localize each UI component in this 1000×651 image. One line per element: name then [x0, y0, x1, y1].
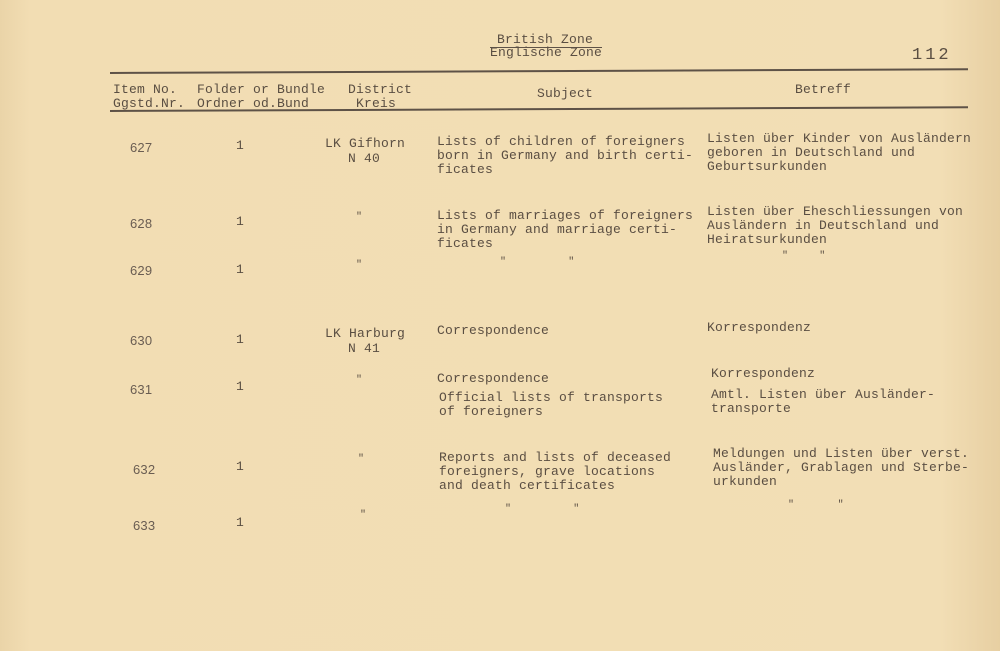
folder-count: 1: [236, 515, 245, 530]
betreff-line: urkunden: [713, 474, 778, 489]
subject-line: of foreigners: [439, 404, 544, 419]
folder-count: 1: [236, 332, 245, 347]
zone-title-en: British Zone: [497, 32, 594, 47]
subject-ditto: " ": [505, 504, 580, 515]
subject-line: and death certificates: [439, 478, 616, 493]
col-folder: Folder or Bundle: [197, 82, 326, 97]
item-number: 628: [130, 216, 153, 231]
district-name: LK Harburg: [325, 326, 406, 341]
subject-line: in Germany and marriage certi-: [437, 222, 678, 237]
betreff-line: Meldungen und Listen über verst.: [713, 446, 970, 461]
betreff-ditto: " ": [788, 500, 844, 511]
item-number: 633: [133, 518, 156, 533]
col-item-no: Item No.: [113, 82, 178, 97]
district-ditto: ": [356, 375, 363, 386]
betreff-line: transporte: [711, 401, 792, 416]
folder-count: 1: [236, 214, 245, 229]
folder-count: 1: [236, 262, 245, 277]
district-ditto: ": [358, 454, 365, 465]
item-number: 627: [130, 140, 153, 155]
col-district-de: Kreis: [356, 96, 397, 111]
header-top-rule: [110, 68, 968, 74]
item-number: 632: [133, 462, 156, 477]
item-number: 630: [130, 333, 153, 348]
col-item-no-de: Ggstd.Nr.: [113, 96, 186, 111]
betreff-line: Korrespondenz: [711, 366, 816, 381]
betreff-ditto: " ": [782, 251, 826, 262]
folder-count: 1: [236, 459, 245, 474]
item-number: 629: [130, 263, 153, 278]
subject-line: Correspondence: [437, 323, 550, 338]
subject-line: ficates: [437, 236, 494, 251]
subject-line: ficates: [437, 162, 494, 177]
subject-line: foreigners, grave locations: [439, 464, 656, 479]
subject-line: Lists of marriages of foreigners: [437, 208, 694, 223]
betreff-line: Ausländern in Deutschland und: [707, 218, 940, 233]
betreff-line: geboren in Deutschland und: [707, 145, 916, 160]
subject-line: Reports and lists of deceased: [439, 450, 672, 465]
col-betreff: Betreff: [795, 82, 852, 97]
betreff-line: Listen über Eheschliessungen von: [707, 204, 964, 219]
page-number: 112: [912, 46, 952, 65]
district-ditto: ": [356, 260, 363, 271]
betreff-line: Geburtsurkunden: [707, 159, 828, 174]
district-name: LK Gifhorn: [325, 136, 406, 151]
betreff-line: Heiratsurkunden: [707, 232, 828, 247]
col-subject: Subject: [537, 86, 594, 101]
zone-title-de: Englische Zone: [490, 45, 603, 60]
folder-count: 1: [236, 138, 245, 153]
betreff-line: Korrespondenz: [707, 320, 812, 335]
subject-line: Correspondence: [437, 371, 550, 386]
district-code: N 40: [348, 151, 381, 166]
betreff-line: Ausländer, Grablagen und Sterbe-: [713, 460, 970, 475]
col-folder-de: Ordner od.Bund: [197, 96, 310, 111]
subject-line: Official lists of transports: [439, 390, 664, 405]
district-ditto: ": [356, 212, 363, 223]
district-ditto: ": [360, 510, 367, 521]
subject-line: born in Germany and birth certi-: [437, 148, 694, 163]
betreff-line: Listen über Kinder von Ausländern: [707, 131, 972, 146]
item-number: 631: [130, 382, 153, 397]
subject-line: Lists of children of foreigners: [437, 134, 686, 149]
district-code: N 41: [348, 341, 381, 356]
betreff-line: Amtl. Listen über Ausländer-: [711, 387, 936, 402]
folder-count: 1: [236, 379, 245, 394]
col-district: District: [348, 82, 413, 97]
subject-ditto: " ": [500, 257, 575, 268]
